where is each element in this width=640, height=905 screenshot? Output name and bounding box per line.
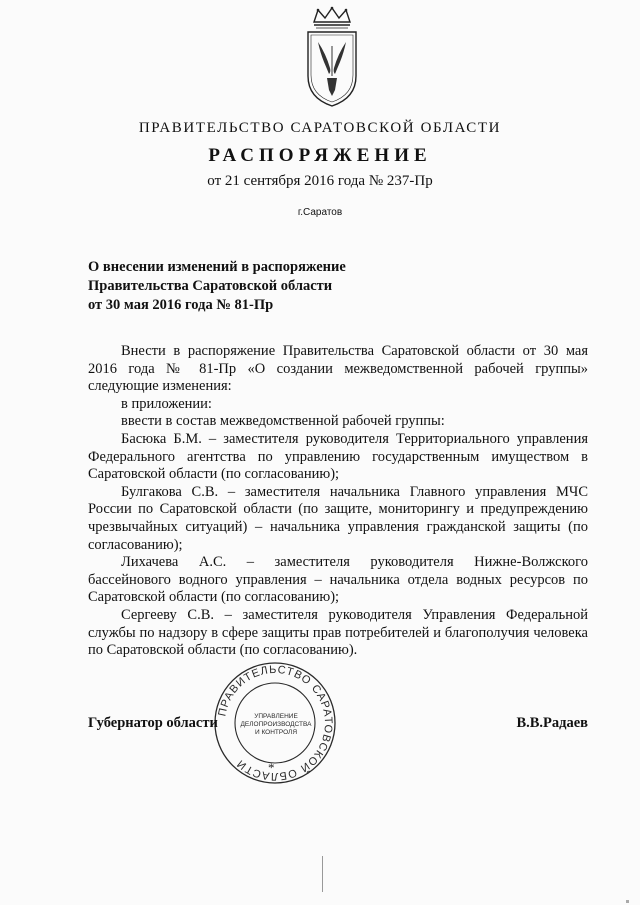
seal-center-line: ДЕЛОПРОИЗВОДСТВА bbox=[240, 721, 312, 728]
saratov-coat-of-arms-icon bbox=[296, 6, 368, 110]
body-paragraph: Внести в распоряжение Правительства Саратовской области от 30 мая 2016 года № 81-Пр «О создании межведомственной рабочей группы» следующие изменения: bbox=[88, 343, 588, 395]
body-paragraph: Басюка Б.М. – заместителя руководителя Территориального управления Федерального агентства по управлению государственным имуществом в Саратовской области (по согласованию); bbox=[88, 430, 588, 483]
seal-center-line: И КОНТРОЛЯ bbox=[254, 729, 298, 736]
body-paragraph: ввести в состав межведомственной рабочей группы: bbox=[121, 413, 445, 430]
document-date-number: от 21 сентября 2016 года № 237-Пр bbox=[207, 173, 433, 189]
seal-ring-text: ПРАВИТЕЛЬСТВО САРАТОВСКОЙ ОБЛАСТИ bbox=[216, 663, 335, 783]
subject-line: О внесении изменений в распоряжение bbox=[88, 259, 346, 275]
document-city: г.Саратов bbox=[297, 207, 343, 218]
document-body bbox=[88, 343, 588, 660]
document-subject bbox=[88, 258, 488, 315]
signatory-name: В.В.Радаев bbox=[516, 715, 588, 731]
subject-line: от 30 мая 2016 года № 81-Пр bbox=[88, 297, 274, 313]
seal-star-icon: * bbox=[268, 760, 275, 775]
signatory-title: Губернатор области bbox=[88, 715, 218, 731]
signature-block bbox=[88, 715, 588, 737]
government-name: ПРАВИТЕЛЬСТВО САРАТОВСКОЙ ОБЛАСТИ bbox=[138, 120, 502, 136]
body-paragraph: в приложении: bbox=[121, 395, 212, 412]
subject-line: Правительства Саратовской области bbox=[88, 278, 333, 294]
body-paragraph: Лихачева А.С. – заместителя руководителя Нижне-Волжского бассейнового водного управления – начальника отдела водных ресурсов по Саратовской области (по согласованию); bbox=[88, 554, 588, 606]
document-type-title: РАСПОРЯЖЕНИЕ bbox=[208, 145, 432, 166]
seal-center-line: УПРАВЛЕНИЕ bbox=[254, 713, 298, 720]
body-paragraph: Булгакова С.В. – заместителя начальника Главного управления МЧС России по Саратовской области (по защите, мониторингу и предупреждению чрезвычайных ситуаций) – начальника управления гражданской защиты (по согласованию); bbox=[88, 483, 588, 553]
scan-artifact-line bbox=[322, 856, 323, 892]
body-paragraph: Сергееву С.В. – заместителя руководителя Управления Федеральной службы по надзору в сфере защиты прав потребителей и благополучия человека по Саратовской области (по согласованию). bbox=[88, 606, 588, 659]
scan-artifact-dot bbox=[626, 900, 629, 903]
